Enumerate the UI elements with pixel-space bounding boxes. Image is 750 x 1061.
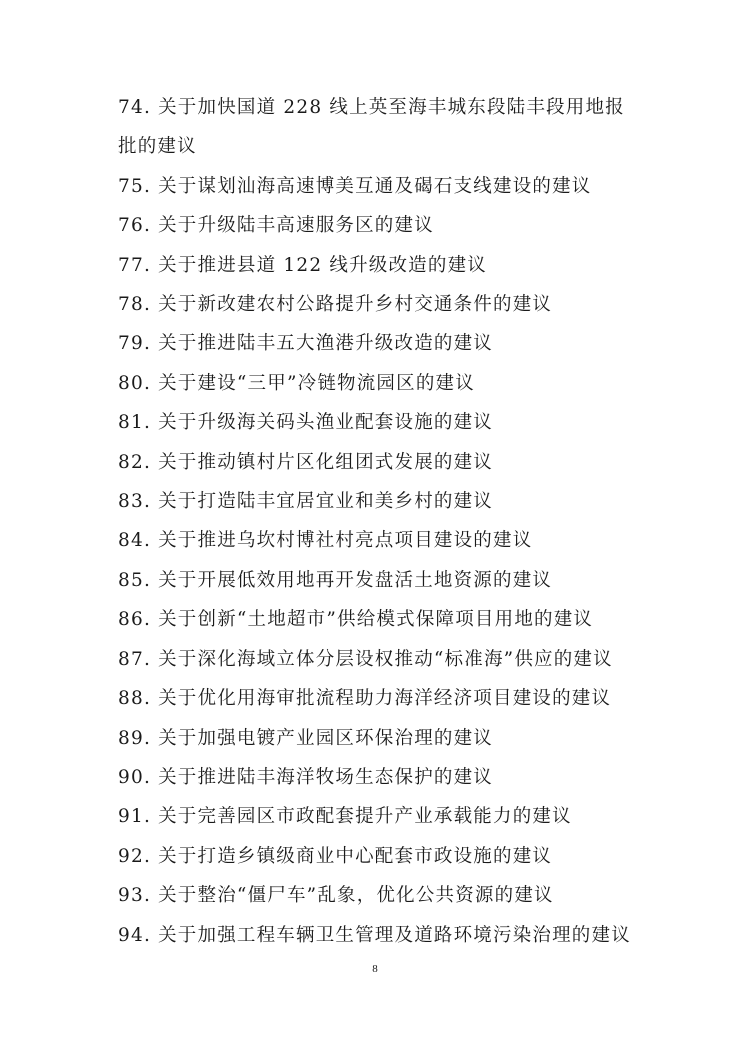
list-item: 84. 关于推进乌坎村博社村亮点项目建设的建议 [118, 530, 533, 552]
list-item: 87. 关于深化海域立体分层设权推动“标准海”供应的建议 [118, 648, 613, 670]
list-item: 94. 关于加强工程车辆卫生管理及道路环境污染治理的建议 [118, 924, 631, 946]
list-item: 92. 关于打造乡镇级商业中心配套市政设施的建议 [118, 845, 553, 867]
list-item: 76. 关于升级陆丰高速服务区的建议 [118, 215, 434, 237]
list-item: 88. 关于优化用海审批流程助力海洋经济项目建设的建议 [118, 688, 612, 710]
list-item: 80. 关于建设“三甲”冷链物流园区的建议 [118, 372, 475, 394]
page-number: 8 [372, 963, 378, 975]
list-item: 93. 关于整治“僵尸车”乱象，优化公共资源的建议 [118, 885, 554, 907]
list-item: 81. 关于升级海关码头渔业配套设施的建议 [118, 412, 494, 434]
list-item: 85. 关于开展低效用地再开发盘活土地资源的建议 [118, 569, 553, 591]
proposal-list [118, 88, 638, 955]
list-item: 83. 关于打造陆丰宜居宜业和美乡村的建议 [118, 491, 494, 513]
list-item: 77. 关于推进县道 122 线升级改造的建议 [118, 254, 487, 276]
list-item: 75. 关于谋划汕海高速博美互通及碣石支线建设的建议 [118, 175, 592, 197]
list-item: 89. 关于加强电镀产业园区环保治理的建议 [118, 727, 494, 749]
list-item: 74. 关于加快国道 228 线上英至海丰城东段陆丰段用地报批的建议 [118, 97, 625, 158]
list-item: 91. 关于完善园区市政配套提升产业承载能力的建议 [118, 806, 572, 828]
list-item: 90. 关于推进陆丰海洋牧场生态保护的建议 [118, 766, 494, 788]
list-item: 82. 关于推动镇村片区化组团式发展的建议 [118, 451, 494, 473]
list-item: 79. 关于推进陆丰五大渔港升级改造的建议 [118, 333, 494, 355]
list-item: 78. 关于新改建农村公路提升乡村交通条件的建议 [118, 294, 553, 316]
list-item: 86. 关于创新“土地超市”供给模式保障项目用地的建议 [118, 609, 594, 631]
